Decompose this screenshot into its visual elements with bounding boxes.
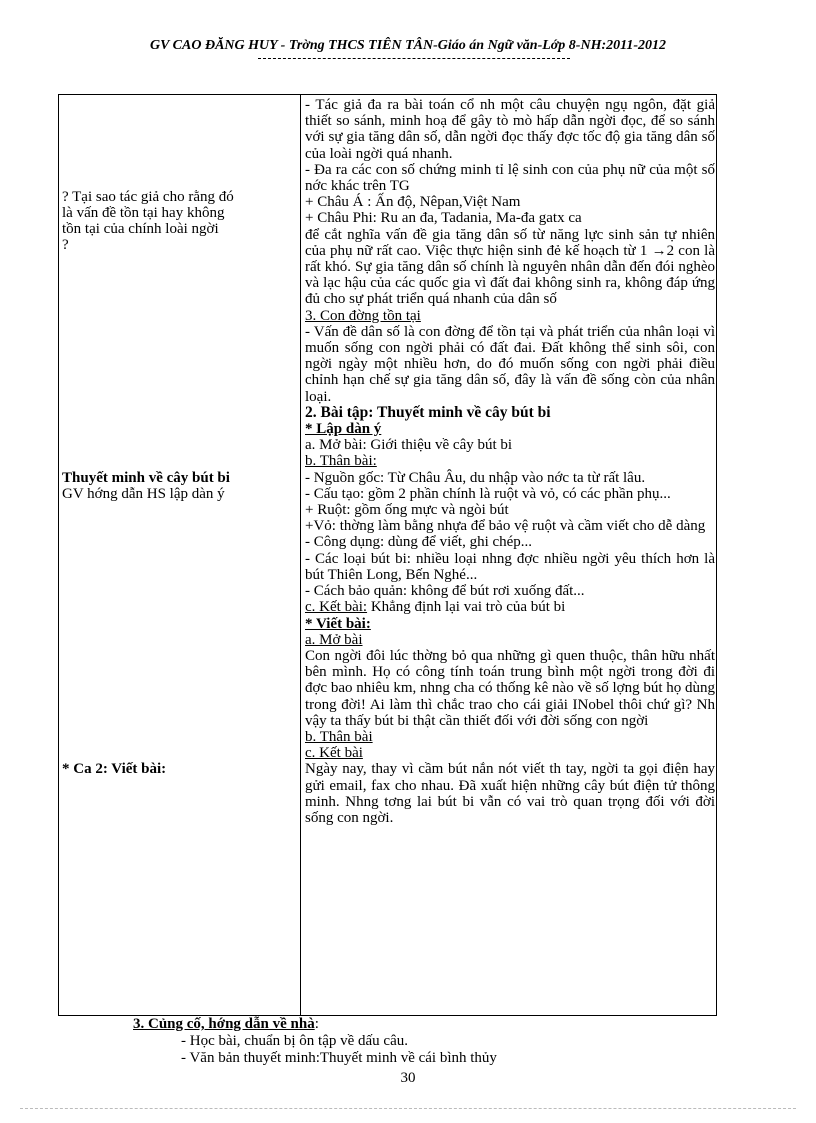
subsection-heading: b. Thân bài: xyxy=(305,453,377,470)
page-bottom-divider xyxy=(20,1108,796,1109)
paragraph: - Các loại bút bi: nhiều loại nhng đợc nhiều ngời yêu thích hơn là bút Thiên Long, Bến Nghé... xyxy=(305,550,715,583)
subsection-heading: a. Mở bài xyxy=(305,631,363,648)
paragraph: Con ngời đôi lúc thờng bỏ qua những gì quen thuộc, thân hữu nhất bên mình. Họ có công tính toán trung bình một ngời trong đời đi đợc bao nhiêu km, nhng cha có thống kê nào về số lợng bút họ dùng trong đời! Ai làm thì chắc trao cho cái giải INobel thôi chứ gì? Nh vậy ta thấy bút bi thật cần thiết đối với đời sống con ngời xyxy=(305,647,715,729)
paragraph: - Tác giả đa ra bài toán cổ nh một câu chuyện ngụ ngôn, đặt giả thiết so sánh, minh hoạ để gây tò mò hấp dẫn ngời đọc, để so sánh với sự gia tăng dân số, dẫn ngời đọc thấy đợc tốc độ gia tăng dân số của loài ngời quá nhanh. xyxy=(305,97,715,162)
section-heading: 3. Con đờng tồn tại xyxy=(305,307,421,324)
homework-heading-line xyxy=(133,1016,733,1033)
exercise-heading: 2. Bài tập: Thuyết minh về cây bút bi xyxy=(305,403,551,421)
paragraph: - Cách bảo quản: không để bút rơi xuống đất... xyxy=(305,583,585,600)
column-divider xyxy=(300,95,301,1015)
page-header: GV CAO ĐĂNG HUY - Trờng THCS TIÊN TÂN-Giáo án Ngữ văn-Lớp 8-NH:2011-2012 xyxy=(149,38,667,53)
writing-heading: * Viết bài: xyxy=(305,615,371,632)
question-line: tồn tại của chính loài ngời xyxy=(62,221,219,237)
question-text xyxy=(62,189,294,253)
question-line: ? xyxy=(62,237,69,253)
homework-item: - Văn bản thuyết minh:Thuyết minh về cái bình thủy xyxy=(181,1050,497,1066)
paragraph-tail: Khẳng định lại vai trò của bút bi xyxy=(367,599,566,616)
paragraph: + Châu Á : Ấn độ, Nêpan,Việt Nam xyxy=(305,194,521,211)
topic-title: Thuyết minh về cây bút bi xyxy=(62,470,230,486)
lesson-table xyxy=(58,94,717,1016)
paragraph: +Vỏ: thờng làm bằng nhựa để bảo vệ ruột và cầm viết cho dễ dàng xyxy=(305,518,706,535)
right-column xyxy=(305,97,715,826)
subsection-heading: b. Thân bài xyxy=(305,728,373,745)
paragraph: Ngày nay, thay vì cầm bút nắn nót viết th tay, ngời ta gọi điện hay gửi email, fax cho nhau. Đã xuất hiện những cây bút điện tử thông minh. Nhng tơng lai bút bi vẫn có vai trò quan trọng đối với đời sống con ngời. xyxy=(305,761,715,826)
paragraph: để cắt nghĩa vấn đề gia tăng dân số từ năng lực sinh sản tự nhiên của phụ nữ rất cao. Việc thực hiện sinh đẻ kế hoạch từ 1 →2 con là rất khó. Sự gia tăng dân số chính là nguyên nhân dẫn đến đói nghèo và lạc hậu của các quốc gia vì đất đai không sinh ra, không đáp ứng đủ cho sự phát triển quá nhanh của dân số xyxy=(305,226,715,308)
paragraph: - Công dụng: dùng để viết, ghi chép... xyxy=(305,534,533,551)
paragraph: - Cấu tạo: gồm 2 phần chính là ruột và vỏ, có các phần phụ... xyxy=(305,485,671,502)
homework-section xyxy=(133,1016,733,1067)
page-number: 30 xyxy=(400,1070,416,1086)
question-line: là vấn đề tồn tại hay không xyxy=(62,205,225,221)
subsection-heading: c. Kết bài xyxy=(305,745,363,762)
paragraph: - Vấn đề dân số là con đờng để tồn tại và phát triển của nhân loại vì muốn sống con ngời phải có đất đai. Đất không thể sinh sôi, con ngời ngày một nhiều hơn, do đó muốn sống con ngời phải điều chỉnh hạn chế sự gia tăng dân số, đây là vấn đề sống còn của nhân loại. xyxy=(305,323,715,405)
question-line: ? Tại sao tác giả cho rằng đó xyxy=(62,189,234,205)
paragraph: a. Mở bài: Giới thiệu về cây bút bi xyxy=(305,437,513,454)
paragraph: + Ruột: gồm ống mực và ngòi bút xyxy=(305,502,509,519)
topic-instruction: GV hớng dẫn HS lập dàn ý xyxy=(62,486,225,502)
topic-block xyxy=(62,470,298,502)
paragraph xyxy=(305,599,715,615)
homework-heading: 3. Củng cố, hớng dẫn về nhà xyxy=(133,1016,315,1032)
paragraph: + Châu Phi: Ru an đa, Tadania, Ma-đa gatx ca xyxy=(305,210,582,227)
ca2-label: * Ca 2: Viết bài: xyxy=(62,761,167,777)
header-divider xyxy=(258,58,570,59)
outline-heading: * Lập dàn ý xyxy=(305,421,382,438)
homework-colon: : xyxy=(314,1016,319,1032)
homework-item: - Học bài, chuẩn bị ôn tập về dấu câu. xyxy=(181,1033,408,1049)
subsection-heading: c. Kết bài: xyxy=(305,599,368,616)
paragraph: - Nguồn gốc: Từ Châu Âu, du nhập vào nớc ta từ rất lâu. xyxy=(305,469,646,486)
paragraph: - Đa ra các con số chứng minh tỉ lệ sinh con của phụ nữ của một số nớc khác trên TG xyxy=(305,161,715,195)
